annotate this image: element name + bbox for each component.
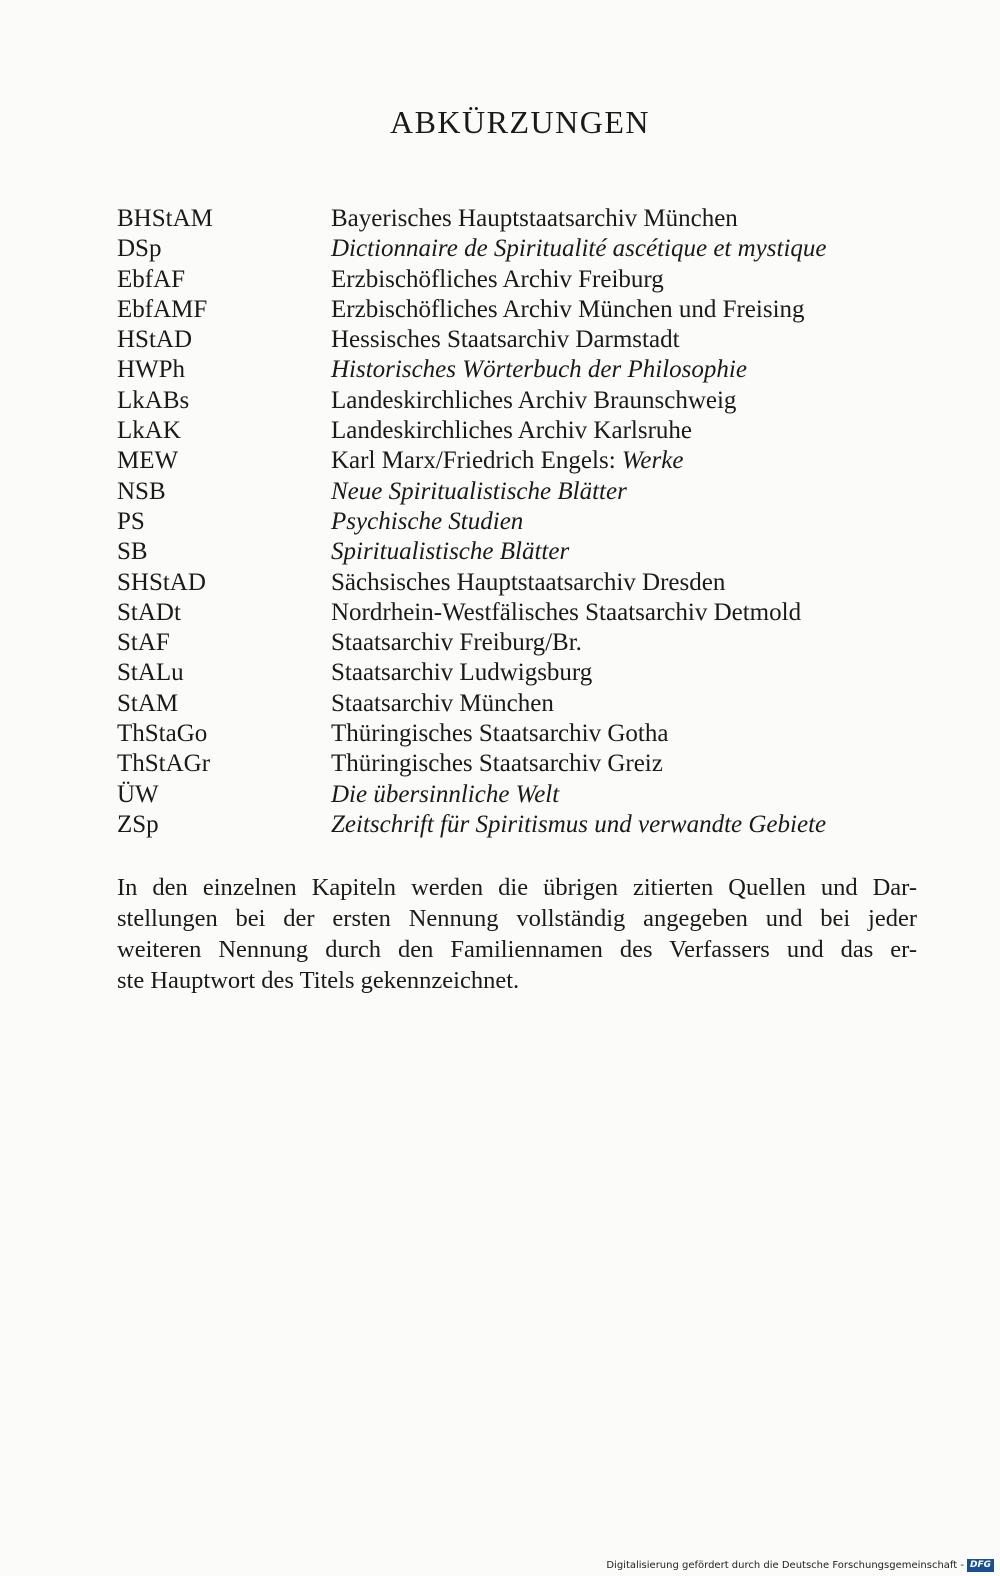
abbreviation-description-text: Historisches Wörterbuch der Philosophie <box>331 356 747 384</box>
abbreviation-description-text: Staatsarchiv München <box>331 689 554 717</box>
abbreviation-description-text: Sächsisches Hauptstaatsarchiv Dresden <box>331 568 726 596</box>
abbreviation-description <box>331 265 917 295</box>
footer <box>606 1558 994 1572</box>
abbreviation-description <box>331 507 917 537</box>
abbreviation-description-text: Nordrhein-Westfälisches Staatsarchiv Detmold <box>331 598 802 626</box>
abbreviation-row <box>117 446 917 476</box>
note-paragraph <box>117 872 917 996</box>
abbreviation-description-text: Landeskirchliches Archiv Braunschweig <box>331 386 737 414</box>
abbreviation-description-text: Thüringisches Staatsarchiv Greiz <box>331 750 663 778</box>
abbreviation-term: PS <box>117 507 145 535</box>
abbreviation-description <box>331 658 917 688</box>
note-line: stellungen bei der ersten Nennung vollständig angegeben und bei jeder <box>117 905 917 932</box>
abbreviation-description-text: Karl Marx/Friedrich Engels: <box>331 447 622 475</box>
abbreviation-description-text: Neue Spiritualistische Blätter <box>331 477 627 505</box>
abbreviation-term: BHStAM <box>117 205 213 232</box>
abbreviation-term: StALu <box>117 659 184 687</box>
abbreviation-description <box>331 628 917 658</box>
abbreviation-row <box>117 749 917 779</box>
abbreviation-term: LkAK <box>117 417 181 445</box>
abbreviation-row <box>117 598 917 628</box>
abbreviation-description-text: Staatsarchiv Freiburg/Br. <box>331 629 582 657</box>
abbreviation-description <box>331 386 917 416</box>
note-line: ste Hauptwort des Titels gekennzeichnet. <box>117 967 520 994</box>
abbreviation-row <box>117 265 917 295</box>
abbreviation-term: ThStAGr <box>117 750 211 778</box>
abbreviation-term: DSp <box>117 235 162 263</box>
abbreviation-row <box>117 719 917 749</box>
abbreviation-description <box>331 568 917 598</box>
abbreviation-description-text: Thüringisches Staatsarchiv Gotha <box>331 720 669 748</box>
abbreviation-row <box>117 568 917 598</box>
abbreviation-list <box>117 204 917 840</box>
abbreviation-term: EbfAMF <box>117 295 208 323</box>
abbreviation-term: ThStaGo <box>117 720 208 748</box>
note-line: weiteren Nennung durch den Familiennamen des Verfassers und das er- <box>117 936 917 963</box>
abbreviation-description <box>331 355 917 385</box>
abbreviation-description <box>331 598 917 628</box>
abbreviation-term: NSB <box>117 477 166 505</box>
abbreviation-description-text: Hessisches Staatsarchiv Darmstadt <box>331 326 680 354</box>
abbreviation-row <box>117 204 917 234</box>
abbreviation-description <box>331 810 917 840</box>
abbreviation-row <box>117 295 917 325</box>
abbreviation-description-text: Staatsarchiv Ludwigsburg <box>331 659 593 687</box>
abbreviation-term: HStAD <box>117 326 193 354</box>
abbreviation-description <box>331 416 917 446</box>
abbreviation-term: HWPh <box>117 356 186 384</box>
abbreviation-term: StADt <box>117 598 181 626</box>
abbreviation-term: MEW <box>117 447 179 475</box>
abbreviation-description-text: Spiritualistische Blätter <box>331 538 570 566</box>
abbreviation-description-text: Landeskirchliches Archiv Karlsruhe <box>331 417 692 445</box>
abbreviation-term: StAM <box>117 689 179 717</box>
abbreviation-row <box>117 537 917 567</box>
abbreviation-term: StAF <box>117 629 170 657</box>
abbreviation-description <box>331 749 917 779</box>
abbreviation-term: SB <box>117 538 148 566</box>
abbreviation-description <box>331 780 917 810</box>
page-title: ABKÜRZUNGEN <box>389 104 651 140</box>
abbreviation-description-text: Dictionnaire de Spiritualité ascétique et mystique <box>331 235 827 263</box>
abbreviation-term: SHStAD <box>117 568 206 596</box>
abbreviation-row <box>117 658 917 688</box>
abbreviation-term: ZSp <box>117 810 159 838</box>
abbreviation-term: EbfAF <box>117 265 186 293</box>
abbreviation-description-text: Erzbischöfliches Archiv Freiburg <box>331 265 664 293</box>
abbreviation-description <box>331 295 917 325</box>
abbreviation-description-text: Erzbischöfliches Archiv München und Freising <box>331 295 805 323</box>
abbreviation-row <box>117 507 917 537</box>
abbreviation-description <box>331 477 917 507</box>
abbreviation-description <box>331 537 917 567</box>
footer-text: Digitalisierung gefördert durch die Deutsche Forschungsgemeinschaft - <box>606 1559 964 1571</box>
abbreviation-row <box>117 689 917 719</box>
abbreviation-row <box>117 386 917 416</box>
abbreviation-row <box>117 810 917 840</box>
abbreviation-description <box>331 234 917 264</box>
dfg-logo: DFG <box>967 1559 994 1572</box>
abbreviation-row <box>117 325 917 355</box>
abbreviation-row <box>117 477 917 507</box>
abbreviation-description <box>331 446 917 476</box>
abbreviation-row <box>117 355 917 385</box>
abbreviation-description-text: Bayerisches Hauptstaatsarchiv München <box>331 205 738 232</box>
abbreviation-description-italic: Werke <box>621 447 684 475</box>
abbreviation-description <box>331 689 917 719</box>
abbreviation-description <box>331 204 917 234</box>
abbreviation-description-text: Psychische Studien <box>331 507 524 535</box>
abbreviation-description-text: Die übersinnliche Welt <box>331 780 560 808</box>
abbreviation-row <box>117 416 917 446</box>
abbreviation-term: LkABs <box>117 386 190 414</box>
abbreviation-description <box>331 719 917 749</box>
abbreviation-row <box>117 628 917 658</box>
abbreviation-row <box>117 234 917 264</box>
note-line: In den einzelnen Kapiteln werden die übrigen zitierten Quellen und Dar- <box>117 874 917 901</box>
abbreviation-term: ÜW <box>117 780 159 808</box>
abbreviation-description-text: Zeitschrift für Spiritismus und verwandte Gebiete <box>331 810 827 838</box>
abbreviation-description <box>331 325 917 355</box>
abbreviation-row <box>117 780 917 810</box>
